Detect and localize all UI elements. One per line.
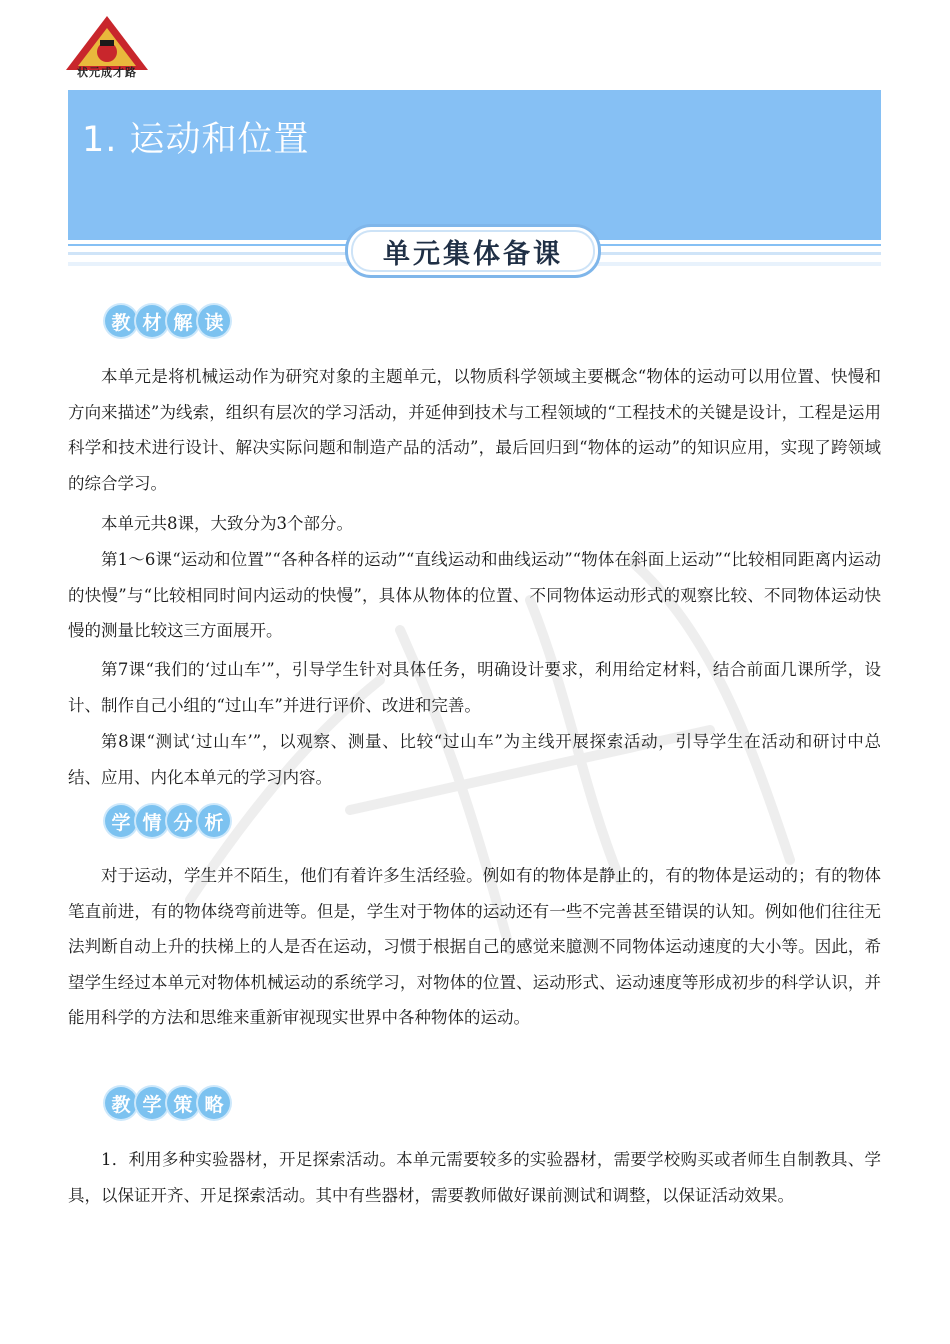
section-heading-textbook xyxy=(105,305,229,337)
logo-text: 状元成才路 xyxy=(77,66,137,79)
heading-char: 析 xyxy=(198,805,230,837)
heading-char: 策 xyxy=(167,1087,199,1119)
heading-char: 解 xyxy=(167,305,199,337)
paragraph: 第1～6课“运动和位置”“各种各样的运动”“直线运动和曲线运动”“物体在斜面上运动”“比较相同距离内运动的快慢”与“比较相同时间内运动的快慢”，具体从物体的位置、不同物体运动形式的观察比较、不同物体运动快慢的测量比较这三方面展开。 xyxy=(68,550,881,640)
paragraph: 第8课“测试‘过山车’”，以观察、测量、比较“过山车”为主线开展探索活动，引导学生在活动和研讨中总结、应用、内化本单元的学习内容。 xyxy=(68,732,881,787)
section-heading-strategy xyxy=(105,1087,229,1119)
heading-char: 略 xyxy=(198,1087,230,1119)
heading-char: 材 xyxy=(136,305,168,337)
section-heading-analysis xyxy=(105,805,229,837)
chapter-title: 1. 运动和位置 xyxy=(82,120,310,160)
paragraph: 本单元是将机械运动作为研究对象的主题单元，以物质科学领域主要概念“物体的运动可以用位置、快慢和方向来描述”为线索，组织有层次的学习活动，并延伸到技术与工程领域的“工程技术的关键是设计，工程是运用科学和技术进行设计、解决实际问题和制造产品的活动”，最后回归到“物体的运动”的知识应用，实现了跨领域的综合学习。 xyxy=(68,367,881,493)
heading-char: 情 xyxy=(136,805,168,837)
paragraph: 本单元共8课，大致分为3个部分。 xyxy=(101,514,353,533)
heading-char: 读 xyxy=(198,305,230,337)
heading-char: 教 xyxy=(105,305,137,337)
section-pill-label: 单元集体备课 xyxy=(383,238,563,270)
heading-char: 教 xyxy=(105,1087,137,1119)
paragraph: 对于运动，学生并不陌生，他们有着许多生活经验。例如有的物体是静止的，有的物体是运动的；有的物体笔直前进，有的物体绕弯前进等。但是，学生对于物体的运动还有一些不完善甚至错误的认知。例如他们往往无法判断自动上升的扶梯上的人是否在运动，习惯于根据自己的感觉来臆测不同物体运动速度的大小等。因此，希望学生经过本单元对物体机械运动的系统学习，对物体的位置、运动形式、运动速度等形成初步的科学认识，并能用科学的方法和思维来重新审视现实世界中各种物体的运动。 xyxy=(68,866,881,1027)
section-pill xyxy=(345,224,601,278)
heading-char: 学 xyxy=(105,805,137,837)
heading-char: 分 xyxy=(167,805,199,837)
paragraph: 第7课“我们的‘过山车’”，引导学生针对具体任务，明确设计要求，利用给定材料，结合前面几课所学，设计、制作自己小组的“过山车”并进行评价、改进和完善。 xyxy=(68,660,881,715)
heading-char: 学 xyxy=(136,1087,168,1119)
paragraph: 1．利用多种实验器材，开足探索活动。本单元需要较多的实验器材，需要学校购买或者师生自制教具、学具，以保证开齐、开足探索活动。其中有些器材，需要教师做好课前测试和调整，以保证活动效果。 xyxy=(68,1150,881,1205)
